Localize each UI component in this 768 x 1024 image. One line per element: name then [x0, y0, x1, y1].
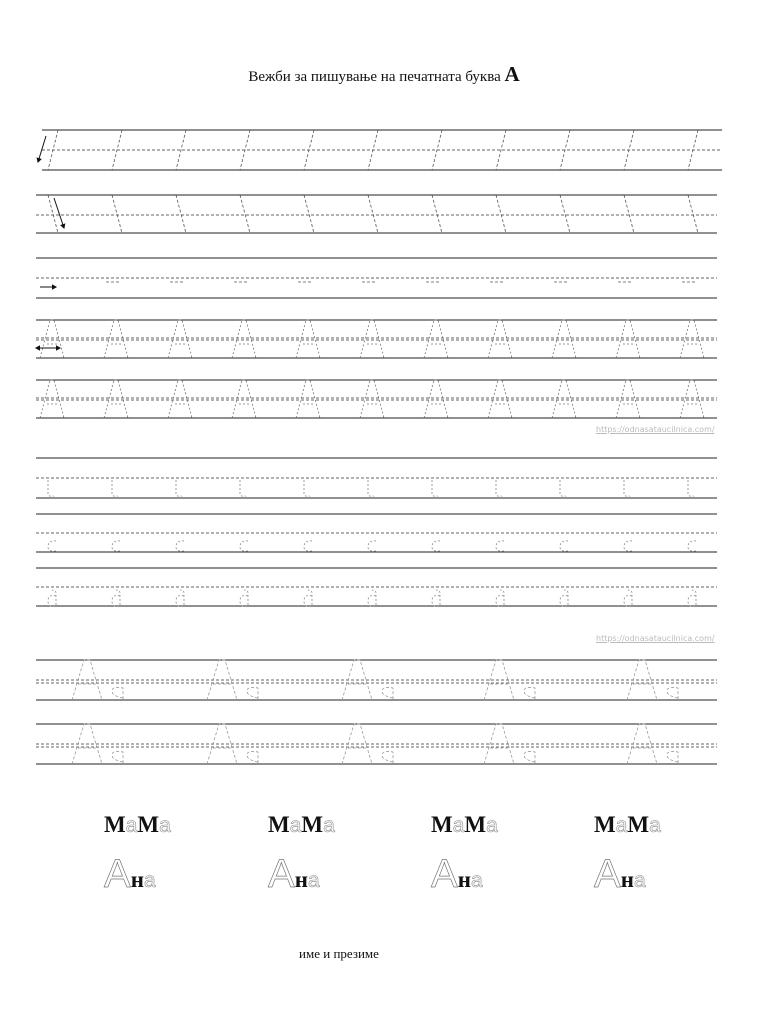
source-url-2[interactable]: https://odnasataucilnica.com/ [596, 634, 715, 643]
letter-A-trace [40, 320, 64, 358]
word-mama-3 [431, 812, 498, 838]
word-ana-3 [431, 852, 483, 897]
slant-right-stroke [48, 195, 58, 233]
letter-a-trace: а [452, 814, 465, 837]
letter-A-trace [552, 380, 576, 418]
letter-A-trace [488, 320, 512, 358]
slant-right-stroke [560, 195, 570, 233]
letter-a-trace: а [289, 814, 302, 837]
lowercase-stem-trace [432, 480, 438, 496]
lowercase-a-trace [688, 590, 696, 606]
letter-A-trace [168, 380, 192, 418]
letter-A-trace [360, 320, 384, 358]
direction-arrow [54, 198, 64, 228]
letter-M: М [464, 812, 487, 837]
lowercase-stem-trace [176, 480, 182, 496]
letter-a-trace [112, 751, 123, 763]
letter-A-trace [232, 320, 256, 358]
lowercase-stem-trace [496, 480, 502, 496]
letter-a-trace: а [470, 869, 483, 892]
title-letter: А [504, 62, 520, 86]
letter-a-trace [112, 687, 123, 699]
lowercase-a-trace [48, 590, 56, 606]
letter-a-trace [524, 751, 535, 763]
slant-right-stroke [112, 195, 122, 233]
word-ana-4 [594, 852, 646, 897]
lowercase-a-trace [176, 590, 184, 606]
letter-A-trace [360, 380, 384, 418]
letter-A-trace: А [104, 852, 131, 896]
letter-a-trace [382, 687, 393, 699]
letter-a-trace [247, 687, 258, 699]
letter-A-trace [424, 320, 448, 358]
lowercase-stem-trace [304, 480, 310, 496]
name-surname-label: име и презиме [299, 946, 379, 961]
lowercase-c-trace [368, 541, 376, 551]
letter-a-trace: а [143, 869, 156, 892]
lowercase-a-trace [112, 590, 120, 606]
letter-a-trace: а [486, 814, 498, 837]
letter-A-trace [680, 380, 704, 418]
slant-right-stroke [688, 195, 698, 233]
letter-A-trace [680, 320, 704, 358]
lowercase-stem-trace [240, 480, 246, 496]
letter-A-trace [232, 380, 256, 418]
letter-n: н [620, 867, 634, 892]
lowercase-c-trace [688, 541, 696, 551]
lowercase-c-trace [240, 541, 248, 551]
source-url-1[interactable]: https://odnasataucilnica.com/ [596, 425, 715, 434]
slant-right-stroke [624, 195, 634, 233]
lowercase-stem-trace [368, 480, 374, 496]
arrow-head [36, 346, 40, 350]
lowercase-c-trace [176, 541, 184, 551]
arrow-head [61, 224, 65, 228]
word-mama-4 [594, 812, 661, 838]
lowercase-c-trace [624, 541, 632, 551]
lowercase-c-trace [496, 541, 504, 551]
letter-M: М [594, 812, 616, 837]
lowercase-c-trace [560, 541, 568, 551]
letter-A-trace: А [268, 852, 295, 896]
lowercase-c-trace [48, 541, 56, 551]
slant-right-stroke [496, 195, 506, 233]
letter-A-trace [296, 320, 320, 358]
slant-right-stroke [432, 195, 442, 233]
letter-a-trace: а [323, 814, 335, 837]
letter-M: М [104, 812, 126, 837]
arrow-head [52, 285, 56, 289]
lowercase-c-trace [432, 541, 440, 551]
letter-A-trace [104, 380, 128, 418]
letter-a-trace: а [615, 814, 628, 837]
letter-a-trace [667, 751, 678, 763]
lowercase-a-trace [240, 590, 248, 606]
letter-M: М [268, 812, 290, 837]
letter-a-trace: а [633, 869, 646, 892]
slant-right-stroke [304, 195, 314, 233]
arrow-head [37, 158, 41, 162]
lowercase-a-trace [368, 590, 376, 606]
arrow-head [56, 346, 60, 350]
letter-a-trace: а [649, 814, 661, 837]
letter-a-trace: а [125, 814, 138, 837]
letter-M: М [627, 812, 650, 837]
lowercase-a-trace [624, 590, 632, 606]
letter-A-trace [168, 320, 192, 358]
lowercase-a-trace [560, 590, 568, 606]
letter-a-trace: а [159, 814, 171, 837]
letter-A-trace [296, 380, 320, 418]
letter-A-trace: А [594, 852, 621, 896]
letter-A-trace [616, 380, 640, 418]
letter-a-trace [667, 687, 678, 699]
letter-M: М [431, 812, 453, 837]
letter-a-trace [382, 751, 393, 763]
lowercase-stem-trace [624, 480, 630, 496]
word-ana-1 [104, 852, 156, 897]
word-ana-2 [268, 852, 320, 897]
slant-right-stroke [176, 195, 186, 233]
title-text: Вежби за пишување на печатната буква [248, 69, 505, 85]
lowercase-a-trace [432, 590, 440, 606]
letter-A-trace [40, 380, 64, 418]
letter-a-trace [524, 687, 535, 699]
word-mama-1 [104, 812, 171, 838]
word-mama-2 [268, 812, 335, 838]
letter-A-trace [424, 380, 448, 418]
lowercase-stem-trace [688, 480, 694, 496]
letter-A-trace: А [431, 852, 458, 896]
letter-n: н [457, 867, 471, 892]
lowercase-a-trace [496, 590, 504, 606]
letter-M: М [301, 812, 324, 837]
letter-n: н [130, 867, 144, 892]
lowercase-a-trace [304, 590, 312, 606]
slant-right-stroke [240, 195, 250, 233]
letter-n: н [294, 867, 308, 892]
letter-A-trace [104, 320, 128, 358]
lowercase-stem-trace [560, 480, 566, 496]
lowercase-c-trace [112, 541, 120, 551]
letter-A-trace [488, 380, 512, 418]
slant-right-stroke [368, 195, 378, 233]
lowercase-stem-trace [112, 480, 118, 496]
letter-A-trace [552, 320, 576, 358]
direction-arrow [38, 136, 46, 162]
letter-a-trace [247, 751, 258, 763]
letter-a-trace: а [307, 869, 320, 892]
letter-A-trace [616, 320, 640, 358]
lowercase-c-trace [304, 541, 312, 551]
lowercase-stem-trace [48, 480, 54, 496]
letter-M: М [137, 812, 160, 837]
